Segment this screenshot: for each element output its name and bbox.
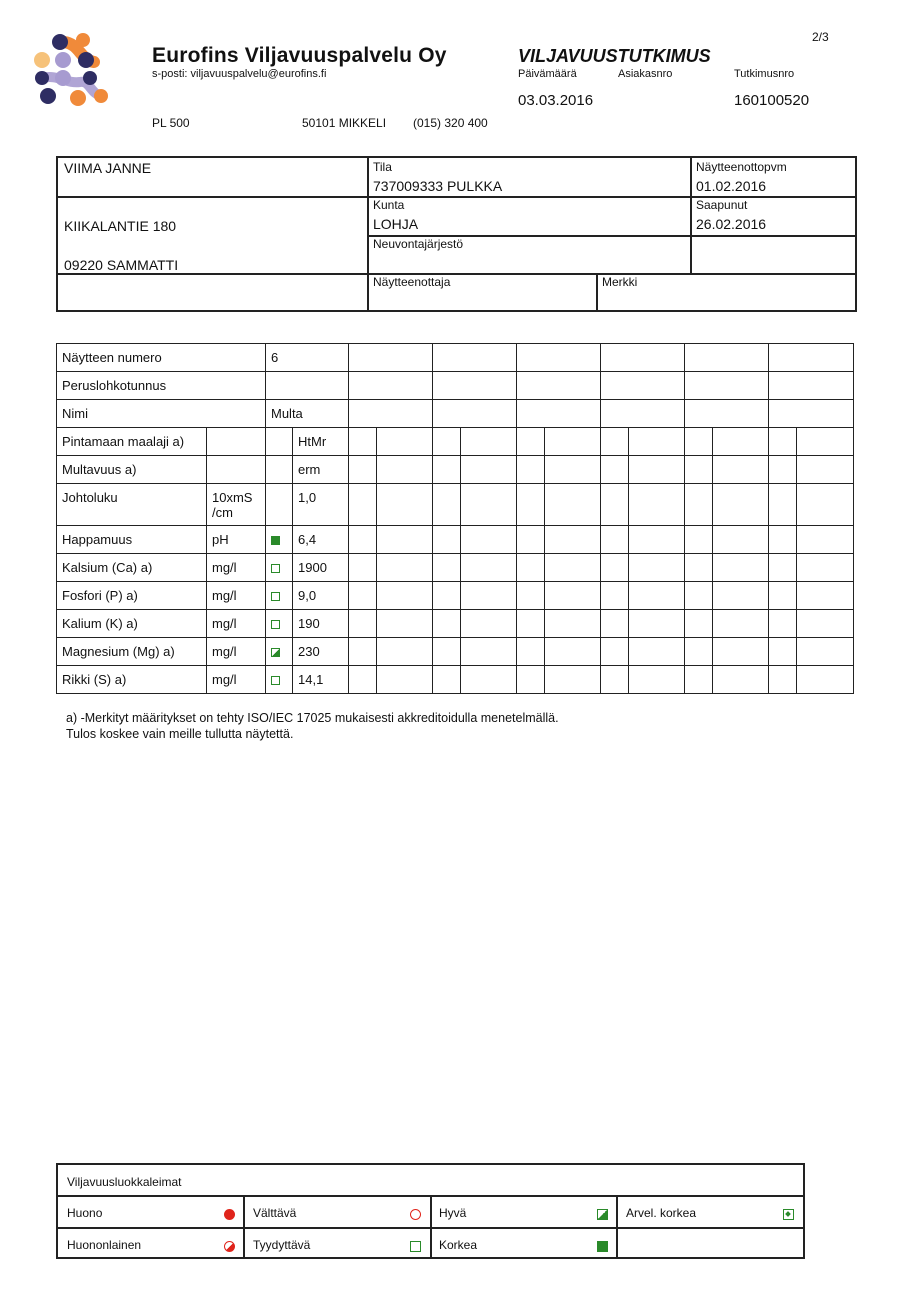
table-row xyxy=(57,456,854,484)
customer-name: VIIMA JANNE xyxy=(64,160,152,176)
footnote xyxy=(66,710,559,742)
footnote-line-2: Tulos koskee vain meille tullutta näytettä. xyxy=(66,727,294,741)
row-label: Rikki (S) a) xyxy=(57,666,207,694)
row-unit: mg/l xyxy=(207,638,266,666)
row-unit: pH xyxy=(207,526,266,554)
farm-value: 737009333 PULKKA xyxy=(373,178,503,194)
address-box: PL 500 xyxy=(152,116,190,130)
class-satisfactory-icon xyxy=(271,592,280,601)
table-row xyxy=(57,484,854,526)
company-email: s-posti: viljavuuspalvelu@eurofins.fi xyxy=(152,68,327,80)
legend-poor-label: Huono xyxy=(67,1206,103,1220)
class-satisfactory-icon xyxy=(271,564,280,573)
row-label: Happamuus xyxy=(57,526,207,554)
row-label: Pintamaan maalaji a) xyxy=(57,428,207,456)
company-name: Eurofins Viljavuuspalvelu Oy xyxy=(152,44,447,67)
arrived-value: 26.02.2016 xyxy=(696,216,767,232)
row-value: 6,4 xyxy=(293,526,349,554)
mark-label: Merkki xyxy=(602,275,638,289)
row-label: Kalsium (Ca) a) xyxy=(57,554,207,582)
table-row xyxy=(57,666,854,694)
row-value: 14,1 xyxy=(293,666,349,694)
eurofins-logo xyxy=(28,30,112,110)
legend-high-label: Korkea xyxy=(439,1238,478,1252)
row-unit xyxy=(207,456,266,484)
address-city: 50101 MIKKELI xyxy=(302,116,387,130)
row-unit: mg/l xyxy=(207,666,266,694)
table-row-sample-number xyxy=(57,344,854,372)
name-label: Nimi xyxy=(57,400,266,428)
row-label: Multavuus a) xyxy=(57,456,207,484)
parcel-label: Peruslohkotunnus xyxy=(57,372,266,400)
page-number: 2/3 xyxy=(812,30,829,44)
table-row xyxy=(57,610,854,638)
study-number-label: Tutkimusnro xyxy=(734,68,795,80)
customer-info-box xyxy=(56,156,857,312)
table-row-parcel xyxy=(57,372,854,400)
table-row xyxy=(57,638,854,666)
class-satisfactory-icon xyxy=(271,676,280,685)
row-value: 190 xyxy=(293,610,349,638)
advisory-label: Neuvontajärjestö xyxy=(373,237,464,251)
date-label: Päivämäärä xyxy=(518,68,577,80)
row-label: Fosfori (P) a) xyxy=(57,582,207,610)
quite-high-square-icon xyxy=(783,1209,794,1220)
municipality-value: LOHJA xyxy=(373,216,419,232)
farm-label: Tila xyxy=(373,160,392,174)
table-row xyxy=(57,526,854,554)
row-value: 1900 xyxy=(293,554,349,582)
class-good-icon xyxy=(271,648,280,657)
row-label: Kalium (K) a) xyxy=(57,610,207,638)
good-half-square-icon xyxy=(597,1209,608,1220)
row-value: 1,0 xyxy=(293,484,349,526)
sampling-date-label: Näytteenottopvm xyxy=(696,160,787,174)
results-table xyxy=(56,343,854,694)
table-row-name xyxy=(57,400,854,428)
footnote-line-1: a) -Merkityt määritykset on tehty ISO/IEC 17025 mukaisesti akkreditoidulla menetelmällä. xyxy=(66,711,559,725)
row-label: Magnesium (Mg) a) xyxy=(57,638,207,666)
name-value: Multa xyxy=(266,400,349,428)
legend-good-label: Hyvä xyxy=(439,1206,467,1220)
row-value: HtMr xyxy=(293,428,349,456)
class-satisfactory-icon xyxy=(271,620,280,629)
fertility-class-legend xyxy=(56,1163,805,1259)
legend-quite-high-label: Arvel. korkea xyxy=(626,1206,697,1220)
class-high-icon xyxy=(271,536,280,545)
row-unit: mg/l xyxy=(207,582,266,610)
legend-satisfactory-label: Tyydyttävä xyxy=(253,1238,311,1252)
table-row xyxy=(57,582,854,610)
row-label: Johtoluku xyxy=(57,484,207,526)
row-unit: mg/l xyxy=(207,610,266,638)
poor-dot-icon xyxy=(224,1209,235,1220)
row-unit: 10xmS /cm xyxy=(207,484,266,526)
customer-street: KIIKALANTIE 180 xyxy=(64,218,177,234)
legend-poorish-label: Huononlainen xyxy=(67,1238,142,1252)
high-square-icon xyxy=(597,1241,608,1252)
customer-number-label: Asiakasnro xyxy=(618,68,673,80)
row-value: erm xyxy=(293,456,349,484)
sample-number-label: Näytteen numero xyxy=(57,344,266,372)
poorish-half-dot-icon xyxy=(224,1241,235,1252)
legend-title: Viljavuusluokkaleimat xyxy=(67,1175,182,1189)
row-value: 230 xyxy=(293,638,349,666)
date-value: 03.03.2016 xyxy=(518,92,594,109)
customer-postal: 09220 SAMMATTI xyxy=(64,257,179,273)
table-row xyxy=(57,428,854,456)
document-type: VILJAVUUSTUTKIMUS xyxy=(518,46,711,66)
sample-number-value: 6 xyxy=(266,344,349,372)
satisfactory-square-icon xyxy=(410,1241,421,1252)
phone-number: (015) 320 400 xyxy=(413,116,488,130)
municipality-label: Kunta xyxy=(373,198,405,212)
row-unit xyxy=(207,428,266,456)
sampling-date-value: 01.02.2016 xyxy=(696,178,767,194)
sampler-label: Näytteenottaja xyxy=(373,275,451,289)
row-unit: mg/l xyxy=(207,554,266,582)
arrived-label: Saapunut xyxy=(696,198,748,212)
table-row xyxy=(57,554,854,582)
legend-avoid-label: Välttävä xyxy=(253,1206,297,1220)
avoid-circle-icon xyxy=(410,1209,421,1220)
row-value: 9,0 xyxy=(293,582,349,610)
study-number-value: 160100520 xyxy=(734,92,810,109)
